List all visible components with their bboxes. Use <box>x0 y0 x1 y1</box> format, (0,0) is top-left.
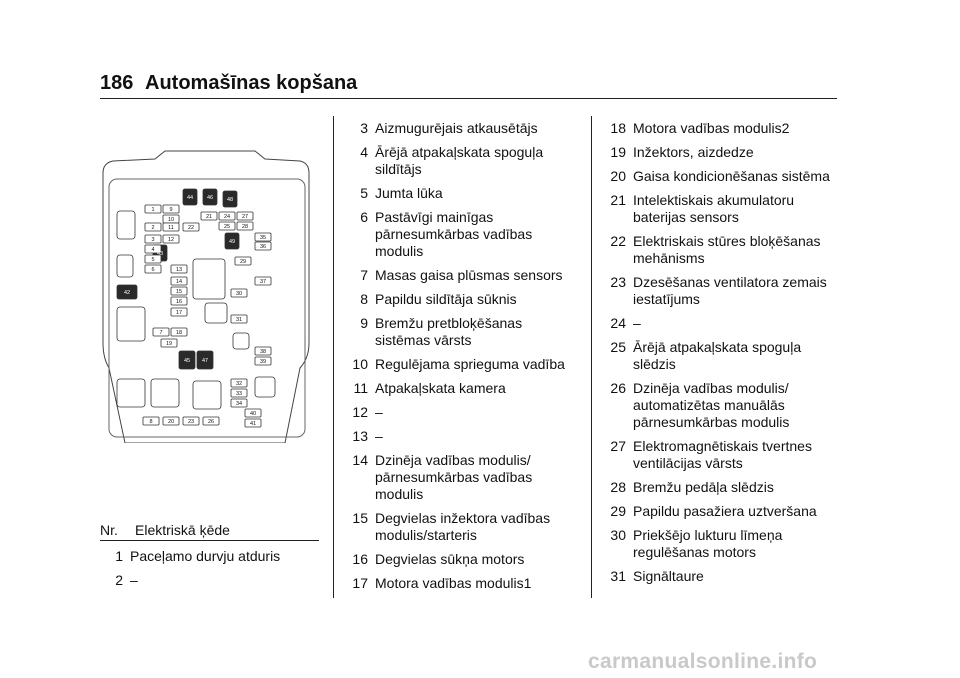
fuse-number: 25 <box>610 339 626 355</box>
watermark: carmanualsonline.info <box>588 650 818 673</box>
fuse-number: 15 <box>352 510 368 526</box>
relay-block <box>117 255 133 277</box>
column-circuit-header: Elektriskā ķēde <box>135 522 230 538</box>
fuse-label: 5 <box>151 257 155 263</box>
fuse-circuit: Elektriskais stūres bloķēšanas mehānisms <box>633 233 821 266</box>
fuse-label: 4 <box>151 247 155 253</box>
fuse-entry <box>603 192 839 226</box>
fuse-circuit: Dzinēja vadības modulis/ automatizētas manuālās pārnesumkārbas modulis <box>633 380 790 430</box>
relay-block <box>205 303 227 323</box>
fuse-label: 11 <box>168 225 174 231</box>
fuse-label: 16 <box>175 299 183 305</box>
fuse-entry <box>603 233 839 267</box>
fuse-label: 32 <box>235 381 243 387</box>
dark-fuse-label: 44 <box>186 195 194 201</box>
fuse-circuit: Ārējā atpakaļskata spoguļa slēdzis <box>633 339 802 372</box>
fuse-circuit: Bremžu pedāļa slēdzis <box>633 479 774 495</box>
fuse-circuit: – <box>633 315 641 331</box>
fuse-entry <box>345 356 581 373</box>
fuse-number: 20 <box>610 168 626 184</box>
column-divider <box>591 116 592 598</box>
fuse-circuit: Motora vadības modulis2 <box>633 120 790 136</box>
fuse-label: 2 <box>151 225 155 231</box>
fuse-circuit: Degvielas inžektora vadības modulis/starteris <box>375 510 551 543</box>
fuse-number: 21 <box>610 192 626 208</box>
fuse-circuit: Degvielas sūkņa motors <box>375 551 525 567</box>
relay-block <box>117 379 145 407</box>
fuse-entry <box>345 452 581 503</box>
fuse-entry <box>345 551 581 568</box>
fuse-circuit: Bremžu pretbloķēšanas sistēmas vārsts <box>375 315 523 348</box>
fuse-entry <box>345 185 581 202</box>
fuse-circuit: Priekšējo lukturu līmeņa regulēšanas motors <box>633 527 783 560</box>
fuse-circuit: Aizmugurējais atkausētājs <box>375 120 538 136</box>
column-nr-header: Nr. <box>100 522 118 538</box>
fuse-number: 11 <box>353 380 368 396</box>
fuse-label: 22 <box>187 225 195 231</box>
fuse-entry <box>345 575 581 592</box>
fuse-label: 21 <box>205 214 213 220</box>
fuse-number: 7 <box>360 267 368 283</box>
relay-block <box>193 381 221 409</box>
fuse-label: 20 <box>167 419 175 425</box>
fuse-circuit: Papildu sildītāja sūknis <box>375 291 517 307</box>
fuse-number: 24 <box>610 315 626 331</box>
fuse-entry <box>345 380 581 397</box>
fuse-circuit: Signāltaure <box>633 568 704 584</box>
fuse-entry <box>100 548 319 565</box>
fuse-circuit: – <box>375 428 383 444</box>
page-number: 186 <box>100 72 134 94</box>
fuse-number: 27 <box>610 438 626 454</box>
fuse-list-column-1 <box>100 548 319 596</box>
dark-fuse-label: 47 <box>201 358 209 364</box>
fuse-number: 5 <box>360 185 368 201</box>
dark-fuse-label: 46 <box>206 195 214 201</box>
fuse-number: 2 <box>115 572 123 588</box>
dark-fuse-label: 43 <box>156 251 164 257</box>
fuse-entry <box>345 428 581 445</box>
dark-fuse-label: 42 <box>123 290 131 296</box>
relay-block <box>193 259 225 299</box>
fuse-circuit: Papildu pasažiera uztveršana <box>633 503 817 519</box>
dark-fuse-label: 45 <box>183 358 191 364</box>
fuse-label: 9 <box>169 207 173 213</box>
fuse-circuit: Gaisa kondicionēšanas sistēma <box>633 168 830 184</box>
fuse-box-diagram <box>95 143 317 443</box>
fuse-label: 40 <box>249 411 257 417</box>
fuse-label: 23 <box>187 419 195 425</box>
fuse-label: 33 <box>235 391 243 397</box>
fuse-number: 17 <box>352 575 368 591</box>
fuse-list-column-3 <box>603 120 839 592</box>
fuse-label: 30 <box>235 291 243 297</box>
fuse-entry <box>603 168 839 185</box>
fuse-circuit: Dzesēšanas ventilatora zemais iestatījums <box>633 274 827 307</box>
fuse-number: 9 <box>360 315 368 331</box>
relay-block <box>117 211 135 239</box>
fuse-label: 15 <box>175 289 183 295</box>
relay-block <box>233 333 249 349</box>
fuse-number: 18 <box>610 120 626 136</box>
fuse-label: 26 <box>207 419 215 425</box>
fuse-number: 31 <box>610 568 626 584</box>
fuse-number: 28 <box>610 479 626 495</box>
fuse-number: 6 <box>360 209 368 225</box>
fuse-number: 4 <box>360 144 368 160</box>
fuse-label: 17 <box>175 310 183 316</box>
fuse-circuit: Jumta lūka <box>375 185 443 201</box>
fuse-number: 26 <box>610 380 626 396</box>
fuse-circuit: – <box>130 572 138 588</box>
fuse-label: 13 <box>175 267 183 273</box>
fuse-number: 12 <box>352 404 368 420</box>
fuse-entry <box>603 144 839 161</box>
fuse-label: 35 <box>259 235 267 241</box>
fuse-list-column-2 <box>345 120 581 599</box>
fuse-entry <box>603 274 839 308</box>
fuse-number: 3 <box>360 120 368 136</box>
fuse-label: 37 <box>259 279 267 285</box>
fuse-label: 18 <box>175 330 183 336</box>
fuse-number: 13 <box>352 428 368 444</box>
page-title: Automašīnas kopšana <box>145 72 358 94</box>
fuse-entry <box>603 568 839 585</box>
fuse-label: 7 <box>159 330 163 336</box>
fuse-label: 6 <box>151 267 155 273</box>
fuse-entry <box>603 315 839 332</box>
fuse-number: 10 <box>352 356 368 372</box>
fuse-entry <box>603 438 839 472</box>
relay-block <box>255 377 275 397</box>
dark-fuse-label: 49 <box>228 239 236 245</box>
relay-block <box>151 379 179 407</box>
fuse-circuit: Ārējā atpakaļskata spoguļa sildītājs <box>375 144 544 177</box>
fuse-number: 14 <box>352 452 368 468</box>
fuse-label: 10 <box>167 217 175 223</box>
fuse-circuit: Paceļamo durvju atduris <box>130 548 281 564</box>
fuse-label: 24 <box>223 214 231 220</box>
fuse-label: 14 <box>175 279 183 285</box>
fuse-circuit: Regulējama sprieguma vadība <box>375 356 565 372</box>
fuse-number: 22 <box>610 233 626 249</box>
fuse-label: 38 <box>259 349 267 355</box>
table-header-rule <box>100 540 319 541</box>
fuse-label: 29 <box>239 259 247 265</box>
fuse-number: 1 <box>115 548 123 564</box>
fuse-number: 8 <box>360 291 368 307</box>
fuse-circuit: Elektromagnētiskais tvertnes ventilācijas vārsts <box>633 438 812 471</box>
fuse-label: 28 <box>241 224 249 230</box>
fuse-entry <box>603 339 839 373</box>
fuse-label: 41 <box>249 421 257 427</box>
fuse-entry <box>345 144 581 178</box>
fuse-circuit: Atpakaļskata kamera <box>375 380 506 396</box>
fuse-circuit: Dzinēja vadības modulis/ pārnesumkārbas vadības modulis <box>375 452 533 502</box>
fuse-entry <box>603 120 839 137</box>
fuse-label: 36 <box>259 244 267 250</box>
fuse-entry <box>345 209 581 260</box>
fuse-entry <box>345 291 581 308</box>
column-divider <box>333 116 334 598</box>
fuse-entry <box>100 572 319 589</box>
fuse-circuit: Pastāvīgi mainīgas pārnesumkārbas vadības modulis <box>375 209 533 259</box>
fuse-label: 39 <box>259 359 267 365</box>
dark-fuse-label: 48 <box>226 197 234 203</box>
fuse-circuit: Inžektors, aizdedze <box>633 144 754 160</box>
fuse-label: 34 <box>235 401 243 407</box>
fuse-number: 23 <box>610 274 626 290</box>
fuse-label: 27 <box>241 214 249 220</box>
fuse-entry <box>345 510 581 544</box>
fuse-label: 19 <box>165 341 173 347</box>
fuse-circuit: Masas gaisa plūsmas sensors <box>375 267 563 283</box>
fuse-label: 3 <box>151 237 155 243</box>
fuse-number: 30 <box>610 527 626 543</box>
fuse-entry <box>603 503 839 520</box>
fuse-number: 16 <box>352 551 368 567</box>
fuse-label: 12 <box>167 237 175 243</box>
relay-block <box>117 307 145 341</box>
fuse-entry <box>345 120 581 137</box>
fuse-entry <box>345 315 581 349</box>
fuse-entry <box>345 267 581 284</box>
fuse-entry <box>345 404 581 421</box>
fuse-circuit: Motora vadības modulis1 <box>375 575 532 591</box>
fuse-circuit: – <box>375 404 383 420</box>
fuse-label: 31 <box>235 317 243 323</box>
fuse-number: 29 <box>610 503 626 519</box>
header-rule <box>100 98 837 99</box>
fuse-number: 19 <box>610 144 626 160</box>
fuse-entry <box>603 527 839 561</box>
fuse-entry <box>603 479 839 496</box>
fuse-label: 25 <box>223 224 231 230</box>
fuse-label: 1 <box>151 207 155 213</box>
fuse-circuit: Intelektiskais akumulatoru baterijas sensors <box>633 192 795 225</box>
fuse-label: 8 <box>149 419 153 425</box>
fuse-entry <box>603 380 839 431</box>
